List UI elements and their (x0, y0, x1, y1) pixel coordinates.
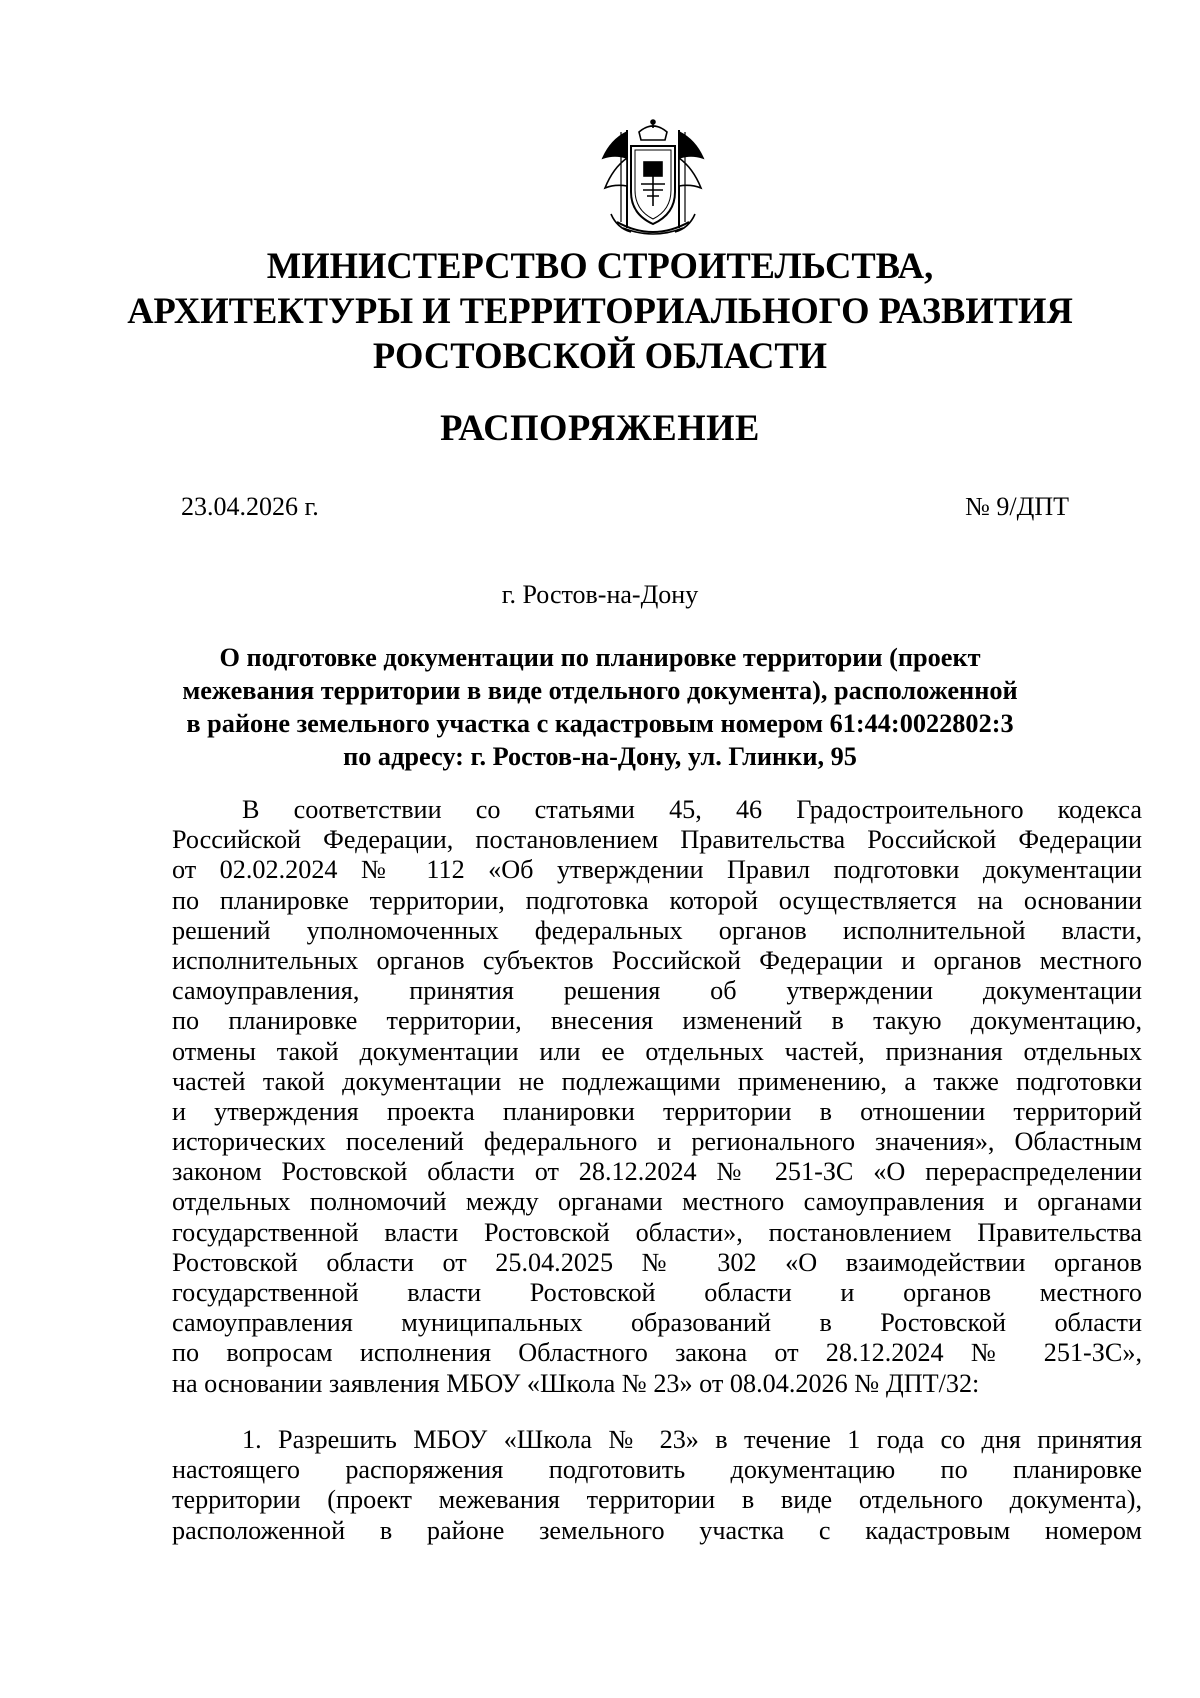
body-line: В соответствии со статьями 45, 46 Градостроительного кодекса (242, 795, 1142, 824)
document-number: № 9/ДПТ (965, 492, 1069, 521)
body-line: расположенной в районе земельного участка с кадастровым номером (172, 1515, 1142, 1545)
body-line: исполнительных органов субъектов Российской Федерации и органов местного (172, 945, 1142, 975)
body-line: по планировке территории, внесения изменений в такую документацию, (172, 1006, 1142, 1036)
ministry-title-line: АРХИТЕКТУРЫ И ТЕРРИТОРИАЛЬНОГО РАЗВИТИЯ (127, 290, 1073, 331)
body-line: отмены такой документации или ее отдельных частей, признания отдельных (172, 1036, 1142, 1066)
document-city: г. Ростов-на-Дону (501, 580, 699, 609)
body-line: по планировке территории, подготовка которой осуществляется на основании (172, 885, 1142, 915)
body-line: частей такой документации не подлежащими применению, а также подготовки (172, 1066, 1142, 1096)
document-date: 23.04.2026 г. (181, 492, 319, 521)
document-subject (120, 641, 1080, 773)
body-line: и утверждения проекта планировки территории в отношении территорий (172, 1096, 1142, 1126)
subject-line: О подготовке документации по планировке территории (проект (219, 643, 981, 672)
body-line: на основании заявления МБОУ «Школа № 23» от 08.04.2026 № ДПТ/32: (172, 1368, 980, 1398)
body-line: 1. Разрешить МБОУ «Школа № 23» в течение 1 года со дня принятия (242, 1425, 1142, 1454)
body-line: законом Ростовской области от 28.12.2024 № 251-ЗС «О перераспределении (172, 1157, 1142, 1187)
body-line: настоящего распоряжения подготовить документацию по планировке (172, 1455, 1142, 1485)
body-line: самоуправления муниципальных образований в Ростовской области (172, 1308, 1142, 1338)
body-line: Российской Федерации, постановлением Правительства Российской Федерации (172, 825, 1142, 855)
body-line: отдельных полномочий между органами местного самоуправления и органами (172, 1187, 1142, 1217)
document-type: РАСПОРЯЖЕНИЕ (440, 407, 760, 448)
preamble-paragraph (172, 795, 1142, 1399)
subject-line: межевания территории в виде отдельного документа), расположенной (182, 676, 1018, 705)
coat-of-arms-icon (597, 118, 709, 242)
ministry-title-line: МИНИСТЕРСТВО СТРОИТЕЛЬСТВА, (266, 245, 934, 286)
body-line: государственной власти Ростовской области и органов местного (172, 1278, 1142, 1307)
subject-line: по адресу: г. Ростов-на-Дону, ул. Глинки, 95 (343, 742, 857, 771)
body-line: Ростовской области от 25.04.2025 № 302 «О взаимодействии органов (172, 1247, 1142, 1277)
subject-line: в районе земельного участка с кадастровым номером 61:44:0022802:3 (186, 709, 1014, 738)
body-line: решений уполномоченных федеральных органов исполнительной власти, (172, 915, 1142, 945)
clause-1-paragraph (172, 1425, 1142, 1546)
body-line: по вопросам исполнения Областного закона от 28.12.2024 № 251-ЗС», (172, 1338, 1142, 1368)
body-line: самоуправления, принятия решения об утверждении документации (172, 976, 1142, 1006)
body-line: исторических поселений федерального и регионального значения», Областным (172, 1127, 1142, 1157)
body-line: от 02.02.2024 № 112 «Об утверждении Правил подготовки документации (172, 855, 1142, 885)
ministry-title (120, 243, 1080, 378)
body-line: государственной власти Ростовской области», постановлением Правительства (172, 1217, 1142, 1247)
body-line: территории (проект межевания территории в виде отдельного документа), (172, 1485, 1142, 1515)
ministry-title-line: РОСТОВСКОЙ ОБЛАСТИ (372, 335, 828, 376)
